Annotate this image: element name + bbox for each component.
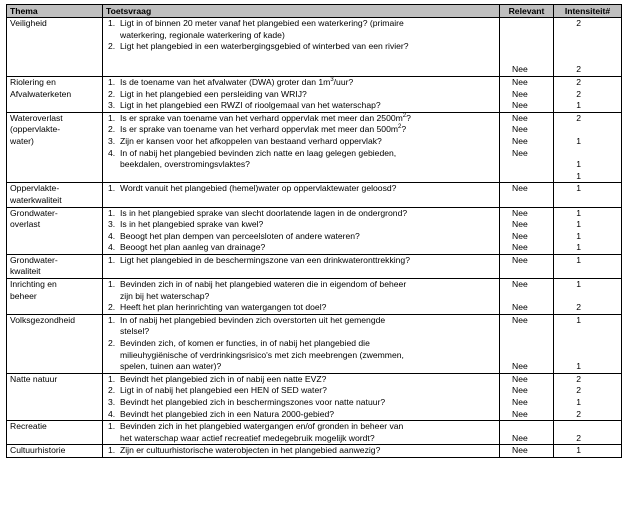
question-item [108, 89, 497, 101]
thema-label: Oppervlakte- [10, 183, 60, 194]
thema-label: Riolering en [10, 76, 56, 87]
question-text-continued: milieuhygiënische of verdrinkingsrisico's met zich meebrengen (zwemmen, [120, 349, 404, 360]
table-row [7, 314, 622, 373]
question-number: 2. [108, 385, 116, 396]
toetsvraag-cell [103, 112, 500, 183]
thema-cell [7, 373, 103, 420]
relevant-value: Nee [512, 183, 528, 194]
question-item [108, 397, 497, 409]
toetsvraag-cell [103, 207, 500, 254]
question-item [108, 385, 497, 397]
intensiteit-value: 1 [576, 159, 581, 170]
question-item [108, 124, 497, 136]
question-number: 2. [108, 124, 116, 135]
question-item [108, 374, 497, 386]
question-number: 4. [108, 147, 116, 158]
intensiteit-cell [554, 373, 622, 420]
table-row [7, 254, 622, 278]
relevant-value: Nee [512, 135, 528, 146]
question-item [108, 100, 497, 112]
relevant-value [512, 53, 550, 65]
question-item [108, 242, 497, 254]
intensiteit-cell [554, 421, 622, 445]
question-item [108, 136, 497, 148]
question-item [108, 183, 497, 195]
intensiteit-value [557, 124, 581, 136]
header-row [7, 5, 622, 18]
question-item [108, 445, 497, 457]
toetsvraag-cell [103, 314, 500, 373]
thema-cell [7, 112, 103, 183]
question-item [108, 315, 497, 327]
thema-label: Grondwater- [10, 207, 58, 218]
relevant-value: Nee [512, 314, 528, 325]
relevant-value: Nee [512, 100, 528, 111]
question-number: 3. [108, 397, 116, 407]
relevant-value: Nee [512, 147, 528, 158]
relevant-value [512, 326, 550, 338]
question-item [108, 409, 497, 421]
toetsvraag-cell [103, 254, 500, 278]
table-row [7, 445, 622, 458]
question-item [108, 279, 497, 291]
question-text: Ligt in het plangebied een RWZI of rioolgemaal van het waterschap? [120, 100, 381, 111]
thema-cell [7, 279, 103, 315]
intensiteit-value: 1 [576, 254, 581, 265]
relevant-value: Nee [512, 445, 528, 456]
table-row [7, 18, 622, 77]
thema-label: waterkwaliteit [10, 194, 62, 205]
thema-cell [7, 421, 103, 445]
thema-label: Grondwater- [10, 254, 58, 265]
thema-label: beheer [10, 290, 37, 301]
question-item [108, 302, 497, 314]
toetsvraag-cell [103, 183, 500, 207]
relevant-cell [500, 373, 554, 420]
relevant-cell [500, 254, 554, 278]
relevant-value [512, 159, 550, 171]
header-thema: Thema [7, 5, 103, 18]
relevant-value: Nee [512, 76, 528, 87]
relevant-cell [500, 183, 554, 207]
question-number: 3. [108, 135, 116, 146]
question-number: 1. [108, 76, 116, 87]
thema-label: Wateroverlast [10, 112, 63, 123]
question-text: Heeft het plan herinrichting van watergangen tot doel? [120, 302, 327, 313]
question-text: In of nabij het plangebied bevinden zich natte en laag gelegen gebieden, [120, 147, 397, 158]
question-text-continued: waterkering, regionale waterkering of kade) [120, 29, 285, 40]
question-number: 4. [108, 230, 116, 241]
relevant-value: Nee [512, 219, 528, 230]
intensiteit-value: 1 [576, 361, 581, 372]
thema-label: Cultuurhistorie [10, 445, 66, 456]
intensiteit-value [557, 148, 581, 160]
relevant-value: Nee [512, 279, 528, 290]
question-number: 1. [108, 314, 116, 325]
header-intensiteit: Intensiteit# [554, 5, 622, 18]
thema-label: kwaliteit [10, 266, 41, 277]
intensiteit-value [557, 421, 581, 433]
question-text: Bevinden zich in of nabij het plangebied wateren die in eigendom of beheer [120, 279, 407, 290]
intensiteit-value: 2 [576, 88, 581, 99]
toetsvraag-cell [103, 445, 500, 458]
relevant-value: Nee [512, 408, 528, 419]
question-text: Bevindt het plangebied zich in beschermingszones voor natte natuur? [120, 397, 386, 407]
intensiteit-cell [554, 254, 622, 278]
intensiteit-value: 1 [576, 170, 581, 181]
question-text-continued: het waterschap waar actief recreatief medegebruik mogelijk wordt? [120, 432, 375, 443]
table-body [7, 18, 622, 458]
relevant-cell [500, 18, 554, 77]
relevant-value: Nee [512, 254, 528, 265]
intensiteit-cell [554, 445, 622, 458]
toetsvraag-cell [103, 421, 500, 445]
relevant-value: Nee [512, 124, 528, 135]
question-text-continued: stelsel? [120, 326, 150, 337]
intensiteit-value: 1 [576, 445, 581, 456]
question-number: 1. [108, 112, 116, 123]
thema-cell [7, 254, 103, 278]
question-text: Bevindt het plangebied zich in een Natura 2000-gebied? [120, 408, 335, 419]
relevant-value: Nee [512, 397, 528, 407]
relevant-value: Nee [512, 230, 528, 241]
question-number: 2. [108, 41, 116, 52]
question-text: Beoogt het plan dempen van perceelsloten of andere wateren? [120, 230, 360, 241]
relevant-value: Nee [512, 88, 528, 99]
intensiteit-cell [554, 112, 622, 183]
question-text: Bevinden zich, of komen er functies, in of nabij het plangebied die [120, 338, 370, 349]
intensiteit-value: 1 [576, 100, 581, 111]
intensiteit-value: 1 [576, 135, 581, 146]
intensiteit-value [557, 30, 581, 42]
relevant-value [512, 18, 550, 30]
question-text-continued: spelen, tuinen aan water)? [120, 361, 222, 372]
intensiteit-value: 1 [576, 314, 581, 325]
question-item [108, 255, 497, 267]
table-row [7, 421, 622, 445]
intensiteit-value [557, 41, 581, 53]
question-number: 1. [108, 18, 116, 28]
question-number: 1. [108, 254, 116, 265]
intensiteit-value: 1 [576, 207, 581, 218]
thema-cell [7, 18, 103, 77]
intensiteit-value: 2 [576, 64, 581, 75]
intensiteit-value [557, 350, 581, 362]
thema-cell [7, 445, 103, 458]
question-text-continued: beekdalen, overstromingsvlaktes? [120, 159, 250, 170]
relevant-value: Nee [512, 207, 528, 218]
question-number: 4. [108, 242, 116, 253]
intensiteit-cell [554, 76, 622, 112]
question-number: 2. [108, 302, 116, 313]
relevant-cell [500, 279, 554, 315]
intensiteit-value: 2 [576, 76, 581, 87]
question-text: Is de toename van het afvalwater (DWA) groter dan $1m^3$/uur? [120, 76, 354, 87]
question-number: 1. [108, 207, 116, 218]
intensiteit-value: 2 [576, 373, 581, 384]
header-toetsvraag: Toetsvraag [103, 5, 500, 18]
question-number: 2. [108, 88, 116, 99]
intensiteit-value: 1 [576, 230, 581, 241]
question-item [108, 77, 497, 89]
thema-label: Inrichting en [10, 279, 57, 290]
question-text: Ligt het plangebied in een waterbergingsgebied of winterbed van een rivier? [120, 41, 409, 52]
question-text: Zijn er kansen voor het afkoppelen van bestaand verhard oppervlak? [120, 135, 382, 146]
relevant-cell [500, 112, 554, 183]
relevant-value [512, 350, 550, 362]
intensiteit-value: 1 [576, 219, 581, 230]
question-item [108, 338, 497, 350]
thema-label: Recreatie [10, 421, 47, 432]
intensiteit-value: 1 [576, 397, 581, 407]
question-number: 1. [108, 445, 116, 456]
intensiteit-value: 2 [576, 18, 581, 28]
intensiteit-cell [554, 279, 622, 315]
thema-label: Natte natuur [10, 373, 58, 384]
intensiteit-value: 1 [576, 183, 581, 194]
relevant-value: Nee [512, 373, 528, 384]
thema-cell [7, 183, 103, 207]
intensiteit-cell [554, 207, 622, 254]
relevant-value: Nee [512, 302, 528, 313]
intensiteit-value [557, 53, 581, 65]
relevant-value [512, 421, 550, 433]
relevant-value: Nee [512, 361, 528, 372]
question-text-continued: zijn bij het waterschap? [120, 290, 210, 301]
toetsvraag-cell [103, 18, 500, 77]
question-text: Ligt het plangebied in de beschermingszone van een drinkwateronttrekking? [120, 254, 410, 265]
intensiteit-value: 2 [576, 385, 581, 396]
question-text: Beoogt het plan aanleg van drainage? [120, 242, 266, 253]
question-number: 4. [108, 408, 116, 419]
intensiteit-value: 2 [576, 302, 581, 313]
question-number: 2. [108, 338, 116, 349]
thema-cell [7, 207, 103, 254]
header-relevant: Relevant [500, 5, 554, 18]
thema-cell [7, 314, 103, 373]
question-number: 1. [108, 373, 116, 384]
question-text: Ligt in het plangebied een persleiding van WRIJ? [120, 88, 307, 99]
question-text: Is in het plangebied sprake van kwel? [120, 219, 264, 230]
thema-label: water) [10, 135, 34, 146]
question-text: Bevinden zich in het plangebied watergangen en/of gronden in beheer van [120, 421, 404, 432]
intensiteit-value: 2 [576, 408, 581, 419]
thema-label: Afvalwaterketen [10, 88, 72, 99]
question-item [108, 219, 497, 231]
question-number: 1. [108, 279, 116, 290]
intensiteit-value: 1 [576, 279, 581, 290]
question-text: Bevindt het plangebied zich in of nabij een natte EVZ? [120, 373, 327, 384]
intensiteit-value [557, 338, 581, 350]
table-row [7, 279, 622, 315]
table-row [7, 76, 622, 112]
thema-cell [7, 76, 103, 112]
thema-label: overlast [10, 219, 41, 230]
question-item [108, 231, 497, 243]
question-number: 3. [108, 219, 116, 230]
intensiteit-value: 2 [576, 112, 581, 123]
thema-label: Veiligheid [10, 18, 47, 28]
table-row [7, 183, 622, 207]
relevant-cell [500, 421, 554, 445]
question-text: Zijn er cultuurhistorische waterobjecten in het plangebied aanwezig? [120, 445, 381, 456]
toetsvraag-cell [103, 373, 500, 420]
thema-label: Volksgezondheid [10, 314, 75, 325]
question-number: 1. [108, 421, 116, 432]
question-text: In of nabij het plangebied bevinden zich overstorten uit het gemengde [120, 314, 386, 325]
relevant-cell [500, 76, 554, 112]
relevant-value: Nee [512, 112, 528, 123]
question-text: Ligt in of nabij het plangebied een HEN of SED water? [120, 385, 327, 396]
relevant-value [512, 291, 550, 303]
question-item [108, 148, 497, 160]
intensiteit-value: 1 [576, 242, 581, 253]
question-text: Is in het plangebied sprake van slecht doorlatende lagen in de ondergrond? [120, 207, 408, 218]
intensiteit-value [557, 326, 581, 338]
question-text: Wordt vanuit het plangebied (hemel)water op oppervlaktewater geloosd? [120, 183, 397, 194]
table-row [7, 373, 622, 420]
relevant-value [512, 171, 550, 183]
question-item [108, 208, 497, 220]
relevant-value: Nee [512, 64, 528, 75]
toetsvragen-table [6, 4, 622, 458]
question-item [108, 113, 497, 125]
relevant-value: Nee [512, 432, 528, 443]
question-text: Is er sprake van toename van het verhard oppervlak met meer dan $2500m^2$? [120, 112, 411, 123]
relevant-value: Nee [512, 385, 528, 396]
intensiteit-cell [554, 18, 622, 77]
question-number: 1. [108, 183, 116, 194]
relevant-cell [500, 207, 554, 254]
table-row [7, 112, 622, 183]
intensiteit-cell [554, 314, 622, 373]
table-row [7, 207, 622, 254]
question-number: 3. [108, 100, 116, 111]
relevant-cell [500, 314, 554, 373]
intensiteit-value: 2 [576, 432, 581, 443]
relevant-value [512, 338, 550, 350]
toetsvraag-cell [103, 76, 500, 112]
intensiteit-cell [554, 183, 622, 207]
relevant-cell [500, 445, 554, 458]
relevant-value [512, 30, 550, 42]
relevant-value: Nee [512, 242, 528, 253]
question-item [108, 421, 497, 433]
question-text: Is er sprake van toename van het verhard oppervlak met meer dan $500m^2$? [120, 124, 407, 135]
question-item [108, 41, 497, 53]
toetsvraag-cell [103, 279, 500, 315]
relevant-value [512, 41, 550, 53]
intensiteit-value [557, 291, 581, 303]
thema-label: (oppervlakte- [10, 124, 61, 135]
question-text: Ligt in of binnen 20 meter vanaf het plangebied een waterkering? (primaire [120, 18, 404, 28]
question-item [108, 18, 497, 30]
